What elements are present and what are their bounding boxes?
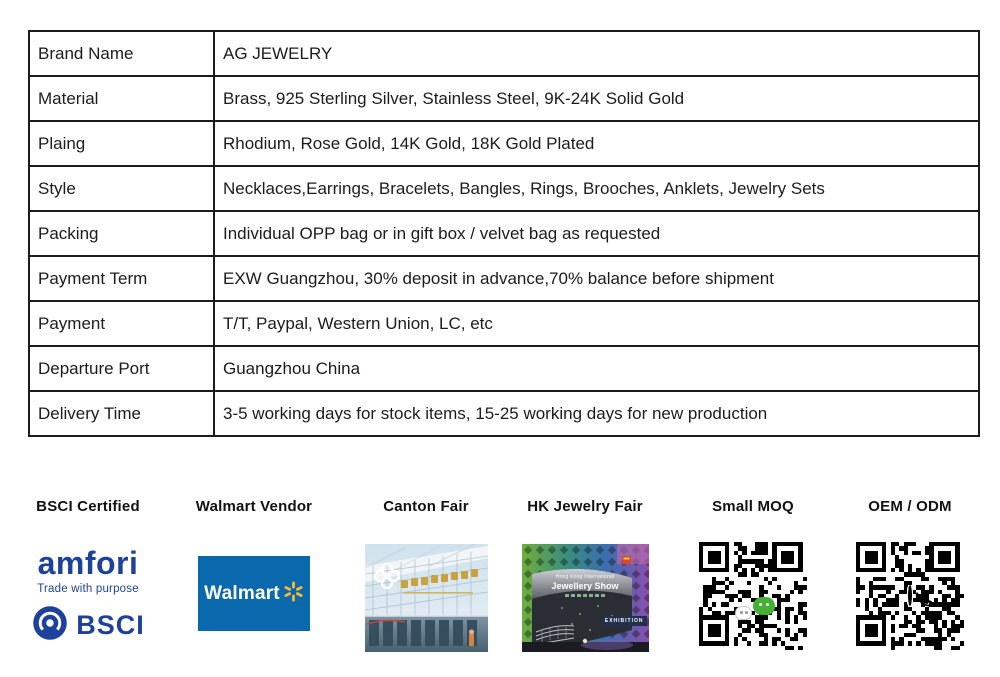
row-value: Individual OPP bag or in gift box / velvet bag as requested [214, 211, 979, 256]
walmart-wordmark: Walmart [204, 582, 280, 604]
amfori-tagline: Trade with purpose [37, 583, 139, 595]
badge-oem-odm [844, 498, 976, 655]
row-value: Rhodium, Rose Gold, 14K Gold, 18K Gold Plated [214, 121, 979, 166]
row-value: Guangzhou China [214, 346, 979, 391]
row-value: Necklaces,Earrings, Bracelets, Bangles, Rings, Brooches, Anklets, Jewelry Sets [214, 166, 979, 211]
row-label: Material [29, 76, 214, 121]
badge-label: Small MOQ [712, 498, 794, 515]
row-label: Departure Port [29, 346, 214, 391]
badge-label: Canton Fair [383, 498, 469, 515]
table-row [29, 121, 979, 166]
walmart-logo [198, 556, 310, 631]
badge-walmart-vendor [184, 498, 324, 631]
table-row [29, 211, 979, 256]
hk-show-line2: Jewellery Show [551, 581, 619, 591]
whatsapp-icon [907, 586, 913, 606]
row-value: Brass, 925 Sterling Silver, Stainless Steel, 9K-24K Solid Gold [214, 76, 979, 121]
row-value: 3-5 working days for stock items, 15-25 working days for new production [214, 391, 979, 436]
row-label: Plaing [29, 121, 214, 166]
badge-small-moq [686, 498, 820, 655]
wechat-qr-code [694, 537, 812, 655]
bsci-spiral-icon [31, 604, 69, 647]
row-label: Delivery Time [29, 391, 214, 436]
row-label: Brand Name [29, 31, 214, 76]
row-label: Payment [29, 301, 214, 346]
walmart-spark-icon [283, 581, 304, 607]
whatsapp-qr-code [851, 537, 969, 655]
row-value: AG JEWELRY [214, 31, 979, 76]
wechat-icon [752, 595, 754, 597]
badge-label: BSCI Certified [36, 498, 140, 515]
row-label: Payment Term [29, 256, 214, 301]
badge-hk-jewelry-fair [516, 498, 654, 652]
table-row [29, 301, 979, 346]
canton-fair-photo [365, 544, 488, 652]
badge-canton-fair [358, 498, 494, 652]
amfori-bsci-logo [16, 547, 160, 647]
table-row [29, 76, 979, 121]
table-row [29, 391, 979, 436]
row-value: EXW Guangzhou, 30% deposit in advance,70% balance before shipment [214, 256, 979, 301]
bsci-wordmark: BSCI [76, 610, 145, 640]
hk-jewelry-fair-photo [522, 544, 649, 652]
badge-bsci-certified [16, 498, 160, 647]
amfori-wordmark: amfori [37, 545, 139, 581]
table-row [29, 31, 979, 76]
product-spec-table [28, 30, 980, 437]
row-value: T/T, Paypal, Western Union, LC, etc [214, 301, 979, 346]
badge-label: Walmart Vendor [195, 498, 313, 515]
table-row [29, 256, 979, 301]
hk-show-line1: Hong Kong International [555, 574, 615, 580]
hk-exhibition-badge: EXHIBITION [602, 616, 647, 626]
row-label: Packing [29, 211, 214, 256]
table-row [29, 166, 979, 211]
spec-table-body [29, 31, 979, 436]
badge-label: OEM / ODM [868, 498, 952, 515]
badge-label: HK Jewelry Fair [527, 498, 643, 515]
table-row [29, 346, 979, 391]
row-label: Style [29, 166, 214, 211]
